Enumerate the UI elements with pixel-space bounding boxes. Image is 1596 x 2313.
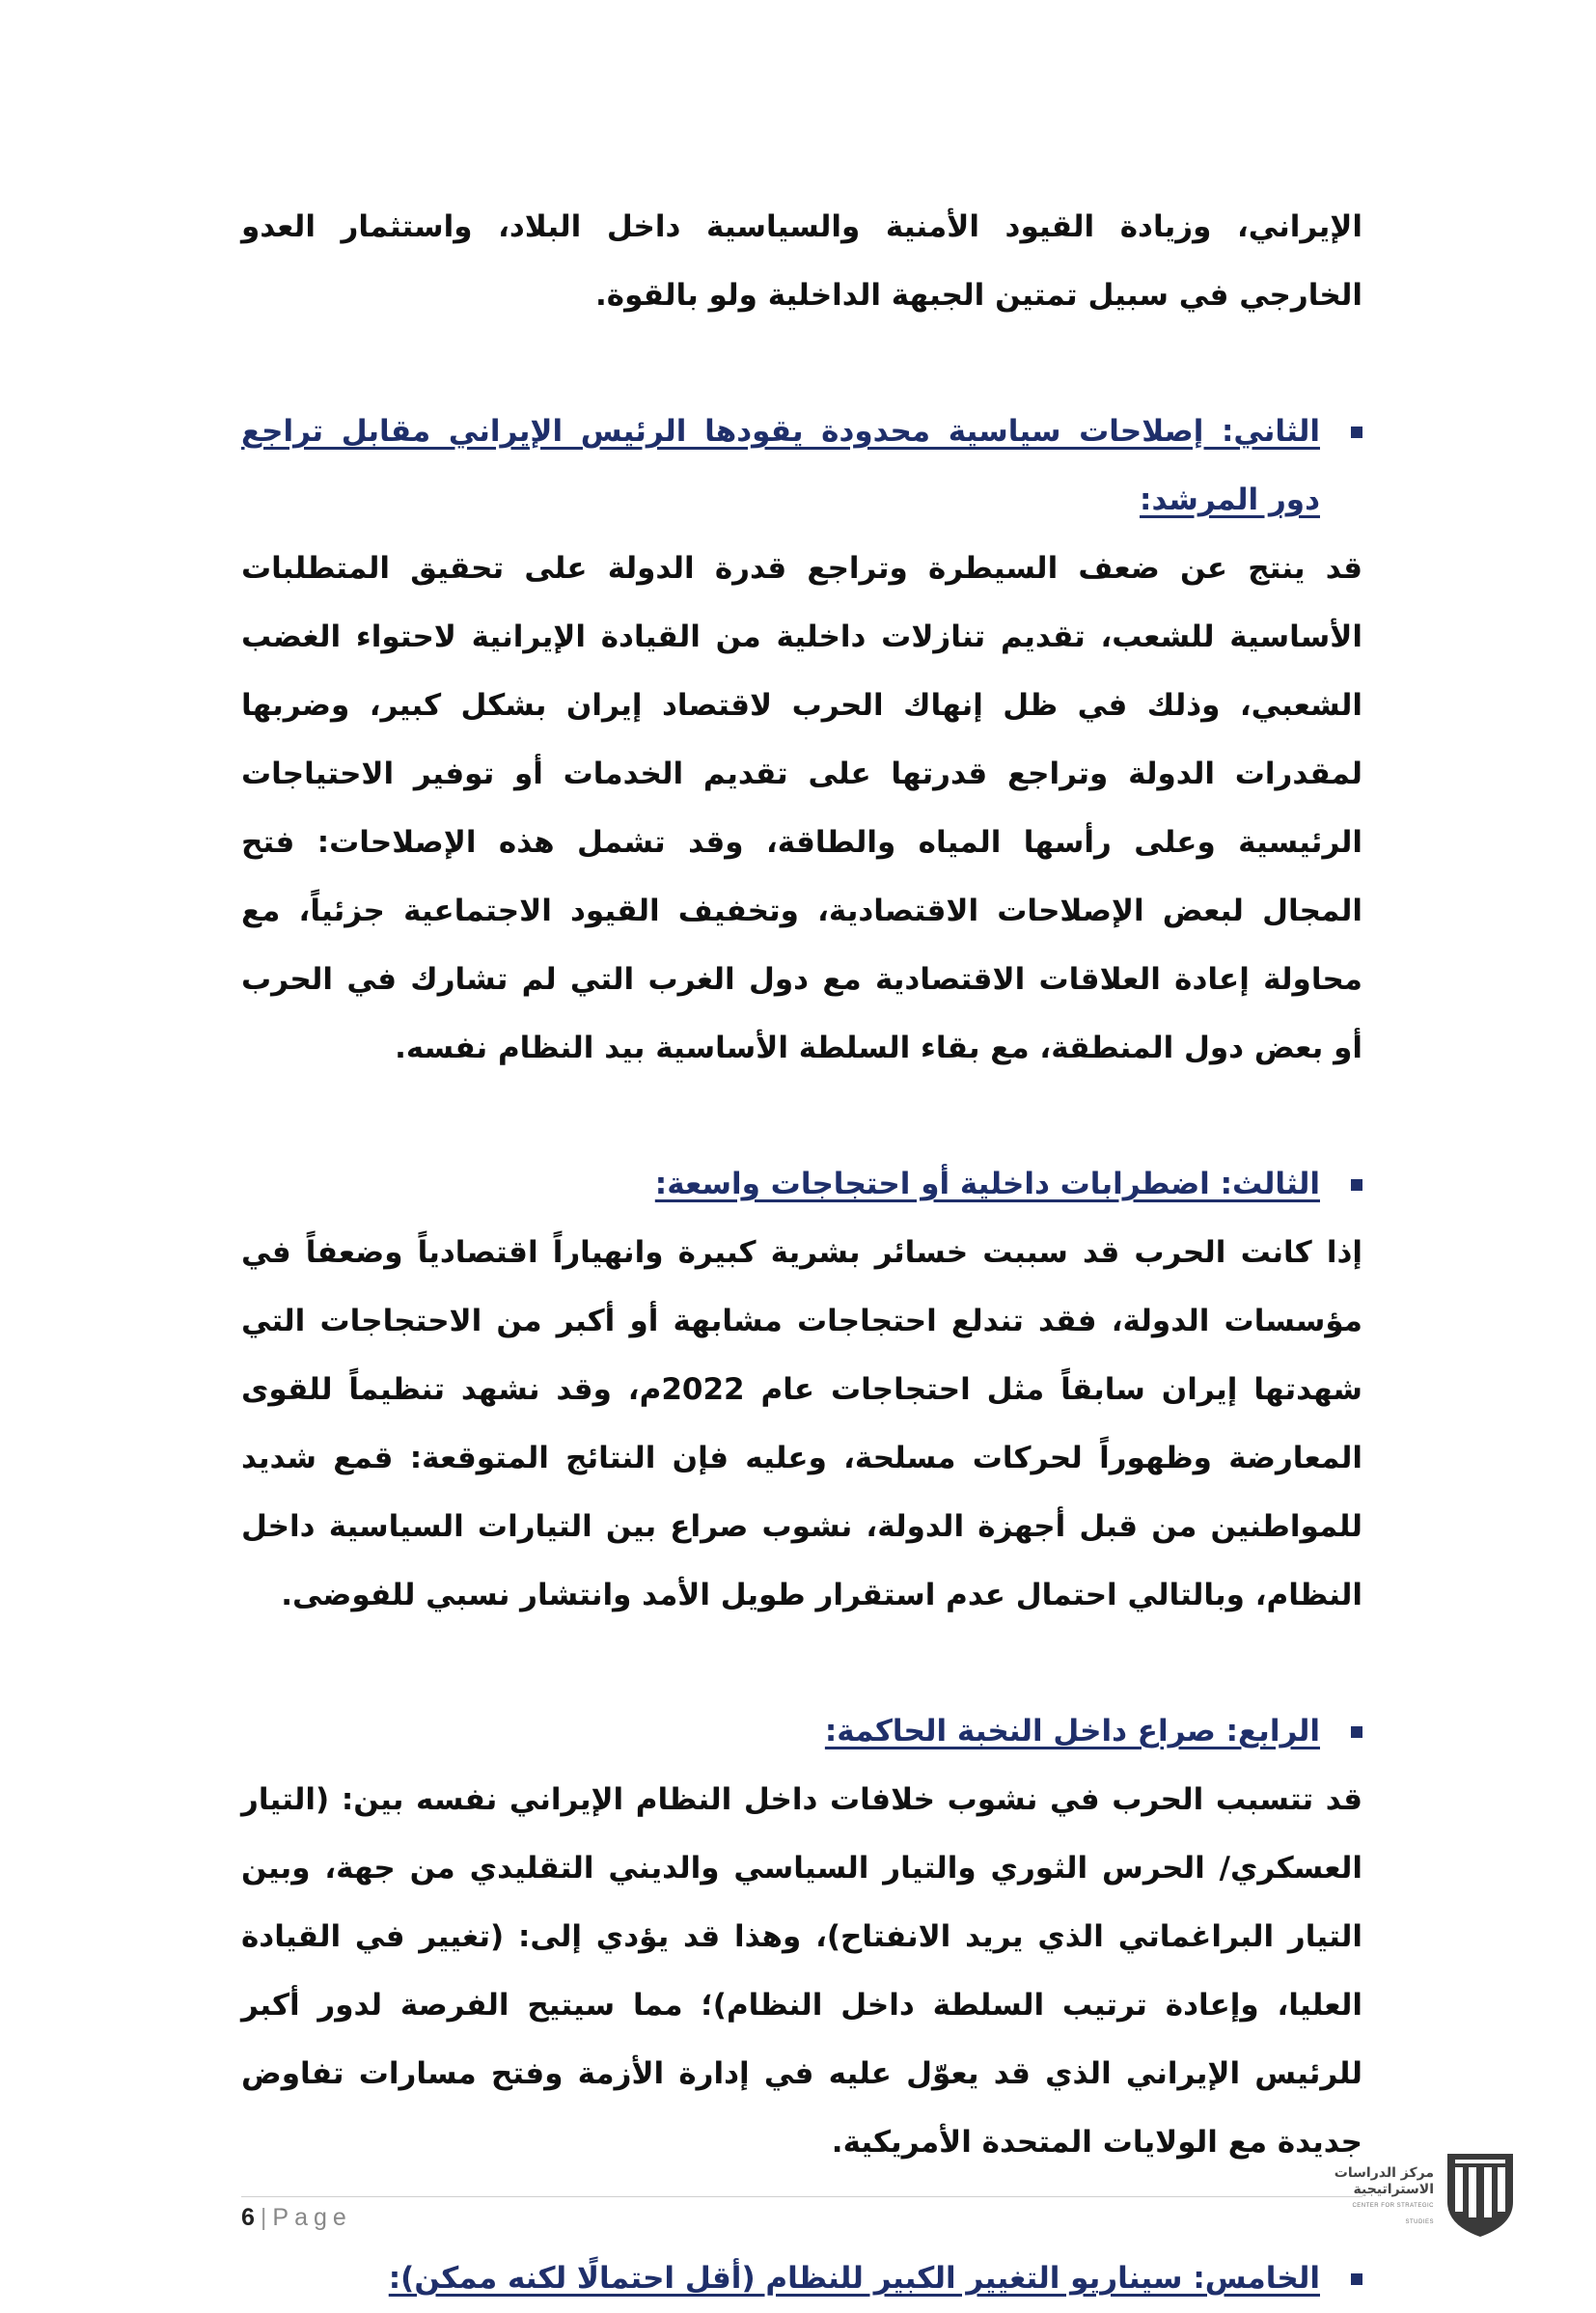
- center-logo: [1334, 2150, 1519, 2239]
- section-heading-third: [241, 1150, 1362, 1219]
- heading-text: الثالث: اضطرابات داخلية أو احتجاجات واسعة:: [654, 1167, 1320, 1201]
- page-separator: |: [260, 2204, 267, 2231]
- logo-name-line2: الاستراتيجية: [1353, 2182, 1434, 2197]
- page-number: [241, 2204, 352, 2232]
- page-label: Page: [272, 2204, 352, 2231]
- document-body: [241, 193, 1362, 2313]
- logo-wordmark: [1326, 2165, 1434, 2231]
- heading-text: الخامس: سيناريو التغيير الكبير للنظام (أقل احتمالًا لكنه ممكن):: [388, 2261, 1320, 2296]
- shield-logo-icon: [1442, 2150, 1519, 2239]
- section-heading-second: [241, 398, 1362, 535]
- footer-divider: [241, 2196, 1362, 2197]
- logo-subtitle: CENTER FOR STRATEGIC STUDIES: [1352, 2203, 1434, 2225]
- logo-name-line1: مركز الدراسات: [1334, 2165, 1434, 2181]
- paragraph-intro-continuation: الإيراني، وزيادة القيود الأمنية والسياسية داخل البلاد، واستثمار العدو الخارجي في سبيل تمتين الجبهة الداخلية ولو بالقوة.: [241, 209, 1362, 313]
- page-number-value: 6: [241, 2204, 255, 2231]
- heading-text: الثاني: إصلاحات سياسية محدودة يقودها الرئيس الإيراني مقابل تراجع دور المرشد:: [241, 414, 1320, 517]
- paragraph-fourth-scenario: قد تتسبب الحرب في نشوب خلافات داخل النظام الإيراني نفسه بين: (التيار العسكري/ الحرس الثوري والتيار السياسي والديني التقليدي من جهة، وبين التيار البراغماتي الذي يريد الانفتاح)، وهذا قد يؤدي إلى: (تغيير في القيادة العليا، وإعادة ترتيب السلطة داخل النظام)؛ مما سيتيح الفرصة لدور أكبر للرئيس الإيراني الذي قد يعوّل عليه في إدارة الأزمة وفتح مسارات تفاوض جديدة مع الولايات المتحدة الأمريكية.: [241, 1782, 1362, 2160]
- square-bullet-icon: [1351, 427, 1362, 438]
- paragraph-third-scenario: إذا كانت الحرب قد سببت خسائر بشرية كبيرة وانهياراً اقتصادياً وضعفاً في مؤسسات الدولة، فقد تندلع احتجاجات مشابهة أو أكبر من الاحتجاجات التي شهدتها إيران سابقاً مثل احتجاجات عام 2022م، وقد نشهد تنظيماً للقوى المعارضة وظهوراً لحركات مسلحة، وعليه فإن النتائج المتوقعة: قمع شديد للمواطنين من قبل أجهزة الدولة، نشوب صراع بين التيارات السياسية داخل النظام، وبالتالي احتمال عدم استقرار طويل الأمد وانتشار نسبي للفوضى.: [241, 1235, 1362, 1612]
- square-bullet-icon: [1351, 1179, 1362, 1191]
- square-bullet-icon: [1351, 2273, 1362, 2285]
- heading-text: الرابع: صراع داخل النخبة الحاكمة:: [824, 1714, 1320, 1749]
- paragraph-second-scenario: قد ينتج عن ضعف السيطرة وتراجع قدرة الدولة على تحقيق المتطلبات الأساسية للشعب، تقديم تنازلات داخلية من القيادة الإيرانية لاحتواء الغضب الشعبي، وذلك في ظل إنهاك الحرب لاقتصاد إيران بشكل كبير، وضربها لمقدرات الدولة وتراجع قدرتها على تقديم الخدمات أو توفير الاحتياجات الرئيسية وعلى رأسها المياه والطاقة، وقد تشمل هذه الإصلاحات: فتح المجال لبعض الإصلاحات الاقتصادية، وتخفيف القيود الاجتماعية جزئياً، مع محاولة إعادة العلاقات الاقتصادية مع دول الغرب التي لم تشارك في الحرب أو بعض دول المنطقة، مع بقاء السلطة الأساسية بيد النظام نفسه.: [241, 551, 1362, 1065]
- section-heading-fifth: [241, 2244, 1362, 2313]
- section-heading-fourth: [241, 1697, 1362, 1766]
- square-bullet-icon: [1351, 1726, 1362, 1738]
